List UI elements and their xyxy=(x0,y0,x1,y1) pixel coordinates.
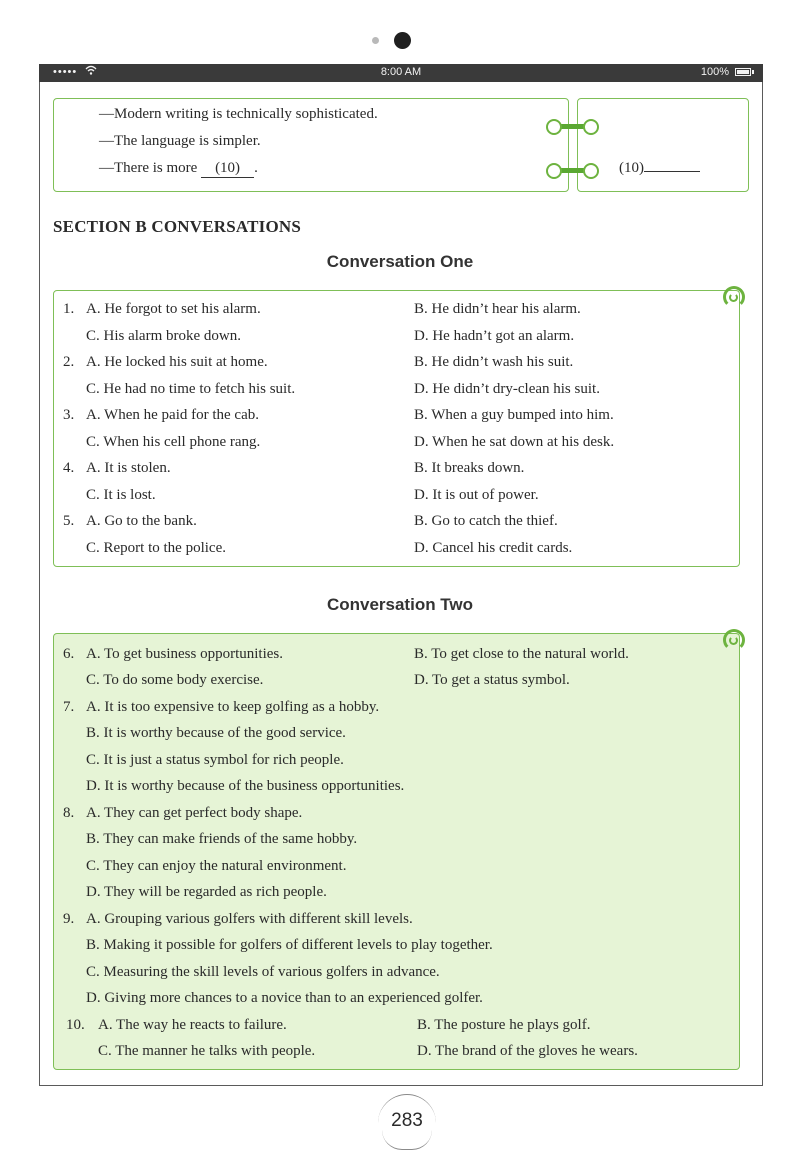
option-a[interactable]: A. When he paid for the cab. xyxy=(86,407,259,423)
option-c[interactable]: C. When his cell phone rang. xyxy=(86,434,261,450)
camera-lens xyxy=(394,32,411,49)
option-c[interactable]: C. The manner he talks with people. xyxy=(98,1043,316,1059)
answer-blank xyxy=(644,171,700,172)
note-line-3: —There is more (10) . xyxy=(99,160,258,176)
status-bar xyxy=(39,64,763,82)
binder-ring-icon xyxy=(546,119,562,135)
option-a[interactable]: A. It is too expensive to keep golfing as a hobby. xyxy=(86,699,380,715)
page-number: 283 xyxy=(391,1110,423,1131)
battery-percent: 100% xyxy=(700,66,729,78)
swirl-inner-icon xyxy=(729,293,738,302)
note-line-2: —The language is simpler. xyxy=(99,133,261,149)
option-a[interactable]: A. Grouping various golfers with different skill levels. xyxy=(86,911,413,927)
swirl-inner-icon xyxy=(729,636,738,645)
question-number: 10. xyxy=(66,1017,85,1033)
conversation-one-title: Conversation One xyxy=(326,252,474,271)
option-d[interactable]: D. He hadn’t got an alarm. xyxy=(414,328,575,344)
question-number: 5. xyxy=(63,513,75,529)
option-d[interactable]: D. To get a status symbol. xyxy=(414,672,570,688)
option-c[interactable]: C. It is lost. xyxy=(86,487,156,503)
binder-ring-icon xyxy=(546,163,562,179)
option-b[interactable]: B. When a guy bumped into him. xyxy=(414,407,614,423)
question-number: 7. xyxy=(63,699,75,715)
option-c[interactable]: C. It is just a status symbol for rich people. xyxy=(86,752,344,768)
camera-sensor xyxy=(372,37,379,44)
option-d[interactable]: D. When he sat down at his desk. xyxy=(414,434,615,450)
option-a[interactable]: A. It is stolen. xyxy=(86,460,171,476)
question-number: 4. xyxy=(63,460,75,476)
question-number: 9. xyxy=(63,911,75,927)
question-number: 1. xyxy=(63,301,75,317)
question-number: 3. xyxy=(63,407,75,423)
option-c[interactable]: C. Report to the police. xyxy=(86,540,226,556)
option-a[interactable]: A. He locked his suit at home. xyxy=(86,354,268,370)
option-d[interactable]: D. Cancel his credit cards. xyxy=(414,540,573,556)
battery-icon xyxy=(735,68,751,76)
option-d[interactable]: D. Giving more chances to a novice than to an experienced golfer. xyxy=(86,990,483,1006)
binder-ring-icon xyxy=(583,119,599,135)
option-c[interactable]: C. They can enjoy the natural environment. xyxy=(86,858,347,874)
question-number: 8. xyxy=(63,805,75,821)
option-c[interactable]: C. To do some body exercise. xyxy=(86,672,264,688)
answer-box xyxy=(577,98,749,192)
option-b[interactable]: B. The posture he plays golf. xyxy=(417,1017,591,1033)
binder-ring-icon xyxy=(583,163,599,179)
option-a[interactable]: A. Go to the bank. xyxy=(86,513,197,529)
option-b[interactable]: B. They can make friends of the same hobby. xyxy=(86,831,358,847)
option-d[interactable]: D. The brand of the gloves he wears. xyxy=(417,1043,638,1059)
option-b[interactable]: B. He didn’t wash his suit. xyxy=(414,354,574,370)
option-b[interactable]: B. Go to catch the thief. xyxy=(414,513,558,529)
section-title: SECTION B CONVERSATIONS xyxy=(53,217,302,236)
page-number-underline xyxy=(382,1130,432,1150)
battery-nub xyxy=(752,70,754,74)
option-b[interactable]: B. It breaks down. xyxy=(414,460,525,476)
option-b[interactable]: B. He didn’t hear his alarm. xyxy=(414,301,581,317)
option-a[interactable]: A. They can get perfect body shape. xyxy=(86,805,303,821)
question-number: 2. xyxy=(63,354,75,370)
conversation-two-title: Conversation Two xyxy=(326,595,474,614)
option-c[interactable]: C. He had no time to fetch his suit. xyxy=(86,381,296,397)
blank-10: (10) xyxy=(201,160,254,178)
option-b[interactable]: B. To get close to the natural world. xyxy=(414,646,629,662)
option-c[interactable]: C. His alarm broke down. xyxy=(86,328,241,344)
option-d[interactable]: D. It is out of power. xyxy=(414,487,539,503)
question-number: 6. xyxy=(63,646,75,662)
note-line-1: —Modern writing is technically sophisticated. xyxy=(99,106,378,122)
option-a[interactable]: A. He forgot to set his alarm. xyxy=(86,301,261,317)
option-b[interactable]: B. It is worthy because of the good service. xyxy=(86,725,346,741)
option-b[interactable]: B. Making it possible for golfers of different levels to play together. xyxy=(86,937,493,953)
option-d[interactable]: D. They will be regarded as rich people. xyxy=(86,884,327,900)
option-a[interactable]: A. The way he reacts to failure. xyxy=(98,1017,287,1033)
option-c[interactable]: C. Measuring the skill levels of various golfers in advance. xyxy=(86,964,440,980)
signal-icon: ••••• xyxy=(53,66,78,78)
status-time: 8:00 AM xyxy=(380,66,422,78)
option-d[interactable]: D. He didn’t dry-clean his suit. xyxy=(414,381,600,397)
answer-line-10: (10) xyxy=(619,160,700,177)
option-d[interactable]: D. It is worthy because of the business opportunities. xyxy=(86,778,405,794)
option-a[interactable]: A. To get business opportunities. xyxy=(86,646,283,662)
